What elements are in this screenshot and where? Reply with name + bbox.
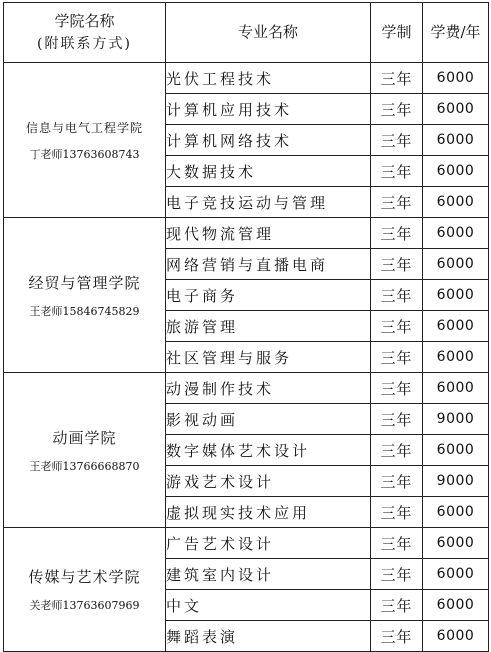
college-contact: 丁老师13763608743	[29, 147, 140, 161]
table-body	[4, 63, 489, 652]
major-cell: 电子商务	[166, 280, 371, 311]
duration-cell: 三年	[371, 311, 423, 342]
fee-cell: 6000	[423, 187, 489, 218]
table-row	[4, 373, 489, 404]
college-column-header	[4, 3, 166, 63]
college-contact: 关老师13763607969	[29, 599, 140, 612]
college-header-line1: 学院名称	[54, 11, 115, 30]
fee-cell: 6000	[423, 94, 489, 125]
duration-cell: 三年	[371, 466, 423, 497]
major-cell: 光伏工程技术	[166, 63, 371, 94]
major-cell: 动漫制作技术	[166, 373, 371, 404]
college-contact: 王老师15846745829	[29, 304, 140, 318]
major-cell: 计算机应用技术	[166, 94, 371, 125]
fee-cell: 6000	[423, 528, 489, 559]
duration-cell: 三年	[371, 249, 423, 280]
fee-cell: 6000	[423, 156, 489, 187]
fee-cell: 6000	[423, 342, 489, 373]
duration-cell: 三年	[371, 559, 423, 590]
major-cell: 网络营销与直播电商	[166, 249, 371, 280]
duration-cell: 三年	[371, 435, 423, 466]
duration-cell: 三年	[371, 621, 423, 652]
table-row	[4, 218, 489, 249]
fee-cell: 6000	[423, 249, 489, 280]
major-cell: 电子竞技运动与管理	[166, 187, 371, 218]
major-cell: 大数据技术	[166, 156, 371, 187]
duration-cell: 三年	[371, 218, 423, 249]
major-column-header: 专业名称	[166, 3, 371, 63]
major-cell: 中文	[166, 590, 371, 621]
major-cell: 影视动画	[166, 404, 371, 435]
duration-cell: 三年	[371, 63, 423, 94]
tuition-table	[3, 2, 489, 652]
duration-cell: 三年	[371, 404, 423, 435]
duration-cell: 三年	[371, 156, 423, 187]
college-name: 信息与电气工程学院	[25, 120, 143, 135]
fee-cell: 6000	[423, 125, 489, 156]
college-contact: 王老师13766668870	[29, 459, 140, 473]
major-cell: 舞蹈表演	[166, 621, 371, 652]
duration-cell: 三年	[371, 528, 423, 559]
fee-cell: 6000	[423, 590, 489, 621]
major-cell: 旅游管理	[166, 311, 371, 342]
fee-cell: 6000	[423, 311, 489, 342]
fee-column-header: 学费/年	[423, 3, 489, 63]
major-cell: 数字媒体艺术设计	[166, 435, 371, 466]
fee-cell: 9000	[423, 466, 489, 497]
major-cell: 社区管理与服务	[166, 342, 371, 373]
fee-cell: 6000	[423, 218, 489, 249]
fee-cell: 6000	[423, 559, 489, 590]
major-cell: 游戏艺术设计	[166, 466, 371, 497]
major-cell: 现代物流管理	[166, 218, 371, 249]
college-cell	[4, 528, 166, 652]
duration-column-header: 学制	[371, 3, 423, 63]
major-cell: 虚拟现实技术应用	[166, 497, 371, 528]
duration-cell: 三年	[371, 187, 423, 218]
duration-cell: 三年	[371, 94, 423, 125]
college-name: 动画学院	[52, 428, 117, 447]
duration-cell: 三年	[371, 280, 423, 311]
major-cell: 广告艺术设计	[166, 528, 371, 559]
major-cell: 建筑室内设计	[166, 559, 371, 590]
duration-cell: 三年	[371, 373, 423, 404]
college-cell	[4, 218, 166, 373]
fee-cell: 6000	[423, 373, 489, 404]
table-row	[4, 528, 489, 559]
duration-cell: 三年	[371, 497, 423, 528]
major-cell: 计算机网络技术	[166, 125, 371, 156]
duration-cell: 三年	[371, 125, 423, 156]
college-header-line2: (附联系方式)	[37, 35, 132, 52]
header-row	[4, 3, 489, 63]
duration-cell: 三年	[371, 342, 423, 373]
fee-cell: 6000	[423, 63, 489, 94]
fee-cell: 9000	[423, 404, 489, 435]
college-name: 经贸与管理学院	[28, 273, 141, 292]
college-name: 传媒与艺术学院	[28, 568, 141, 586]
fee-cell: 6000	[423, 280, 489, 311]
fee-cell: 6000	[423, 497, 489, 528]
fee-cell: 6000	[423, 621, 489, 652]
college-cell	[4, 63, 166, 218]
college-cell	[4, 373, 166, 528]
duration-cell: 三年	[371, 590, 423, 621]
fee-cell: 6000	[423, 435, 489, 466]
table-row	[4, 63, 489, 94]
